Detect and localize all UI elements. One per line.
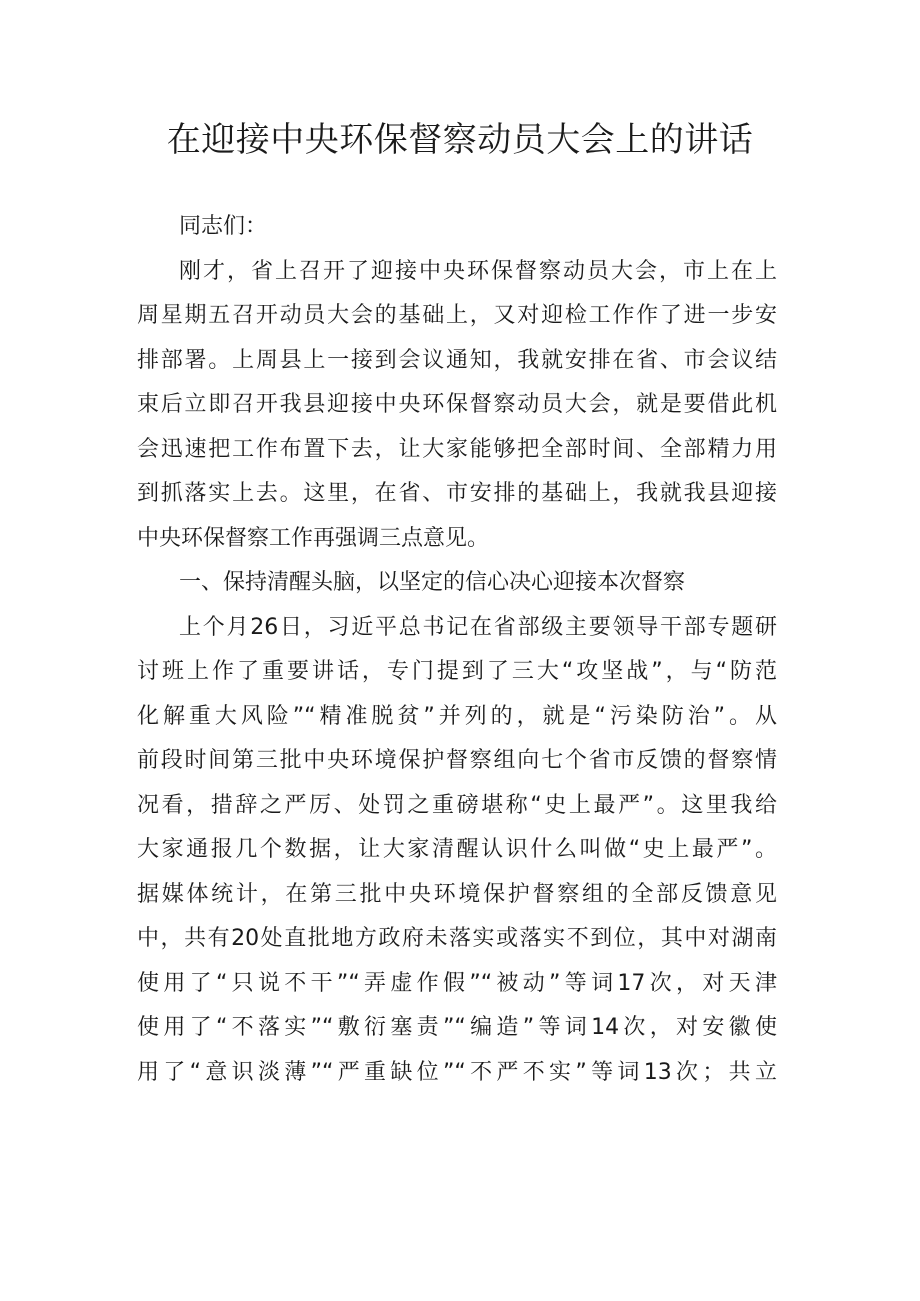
paragraph-section-one <box>137 606 777 1096</box>
salutation: 同志们： <box>179 214 268 239</box>
text-line: 使用了“只说不干”“弄虚作假”“被动”等词17次，对天津 <box>137 970 777 996</box>
text-line: 中央环保督察工作再强调三点意见。 <box>137 525 490 551</box>
text-line: 前段时间第三批中央环境保护督察组向七个省市反馈的督察情 <box>137 748 777 773</box>
text-line: 讨班上作了重要讲话，专门提到了三大“攻坚战”，与“防范 <box>137 659 777 684</box>
text-line: 刚才，省上召开了迎接中央环保督察动员大会，市上在上 <box>179 258 777 284</box>
section-heading-text: 一、保持清醒头脑，以坚定的信心决心迎接本次督察 <box>179 570 686 595</box>
text-line: 化解重大风险”“精准脱贫”并列的，就是“污染防治”。从 <box>137 703 777 729</box>
text-line: 使用了“不落实”“敷衍塞责”“编造”等词14次，对安徽使 <box>137 1015 777 1040</box>
text-line: 束后立即召开我县迎接中央环保督察动员大会，就是要借此机 <box>137 392 777 417</box>
text-line: 到抓落实上去。这里，在省、市安排的基础上，我就我县迎接 <box>137 481 777 506</box>
text-line: 中，共有20处直批地方政府未落实或落实不到位，其中对湖南 <box>137 926 777 951</box>
text-line: 上个月26日，习近平总书记在省部级主要领导干部专题研 <box>179 614 777 640</box>
document-title: 在迎接中央环保督察动员大会上的讲话 <box>166 120 754 160</box>
paragraph-opening <box>137 250 777 562</box>
text-line: 会迅速把工作布置下去，让大家能够把全部时间、全部精力用 <box>137 436 777 462</box>
text-line: 大家通报几个数据，让大家清醒认识什么叫做“史上最严”。 <box>137 837 777 862</box>
text-line: 周星期五召开动员大会的基础上，又对迎检工作作了进一步安 <box>137 303 777 328</box>
text-line: 用了“意识淡薄”“严重缺位”“不严不实”等词13次；共立 <box>137 1059 777 1085</box>
document-body <box>137 205 777 1095</box>
section-heading <box>137 561 777 606</box>
text-line: 况看，措辞之严厉、处罚之重磅堪称“史上最严”。这里我给 <box>137 792 777 818</box>
text-line: 据媒体统计，在第三批中央环境保护督察组的全部反馈意见 <box>137 881 777 907</box>
text-line: 排部署。上周县上一接到会议通知，我就安排在省、市会议结 <box>137 347 777 373</box>
